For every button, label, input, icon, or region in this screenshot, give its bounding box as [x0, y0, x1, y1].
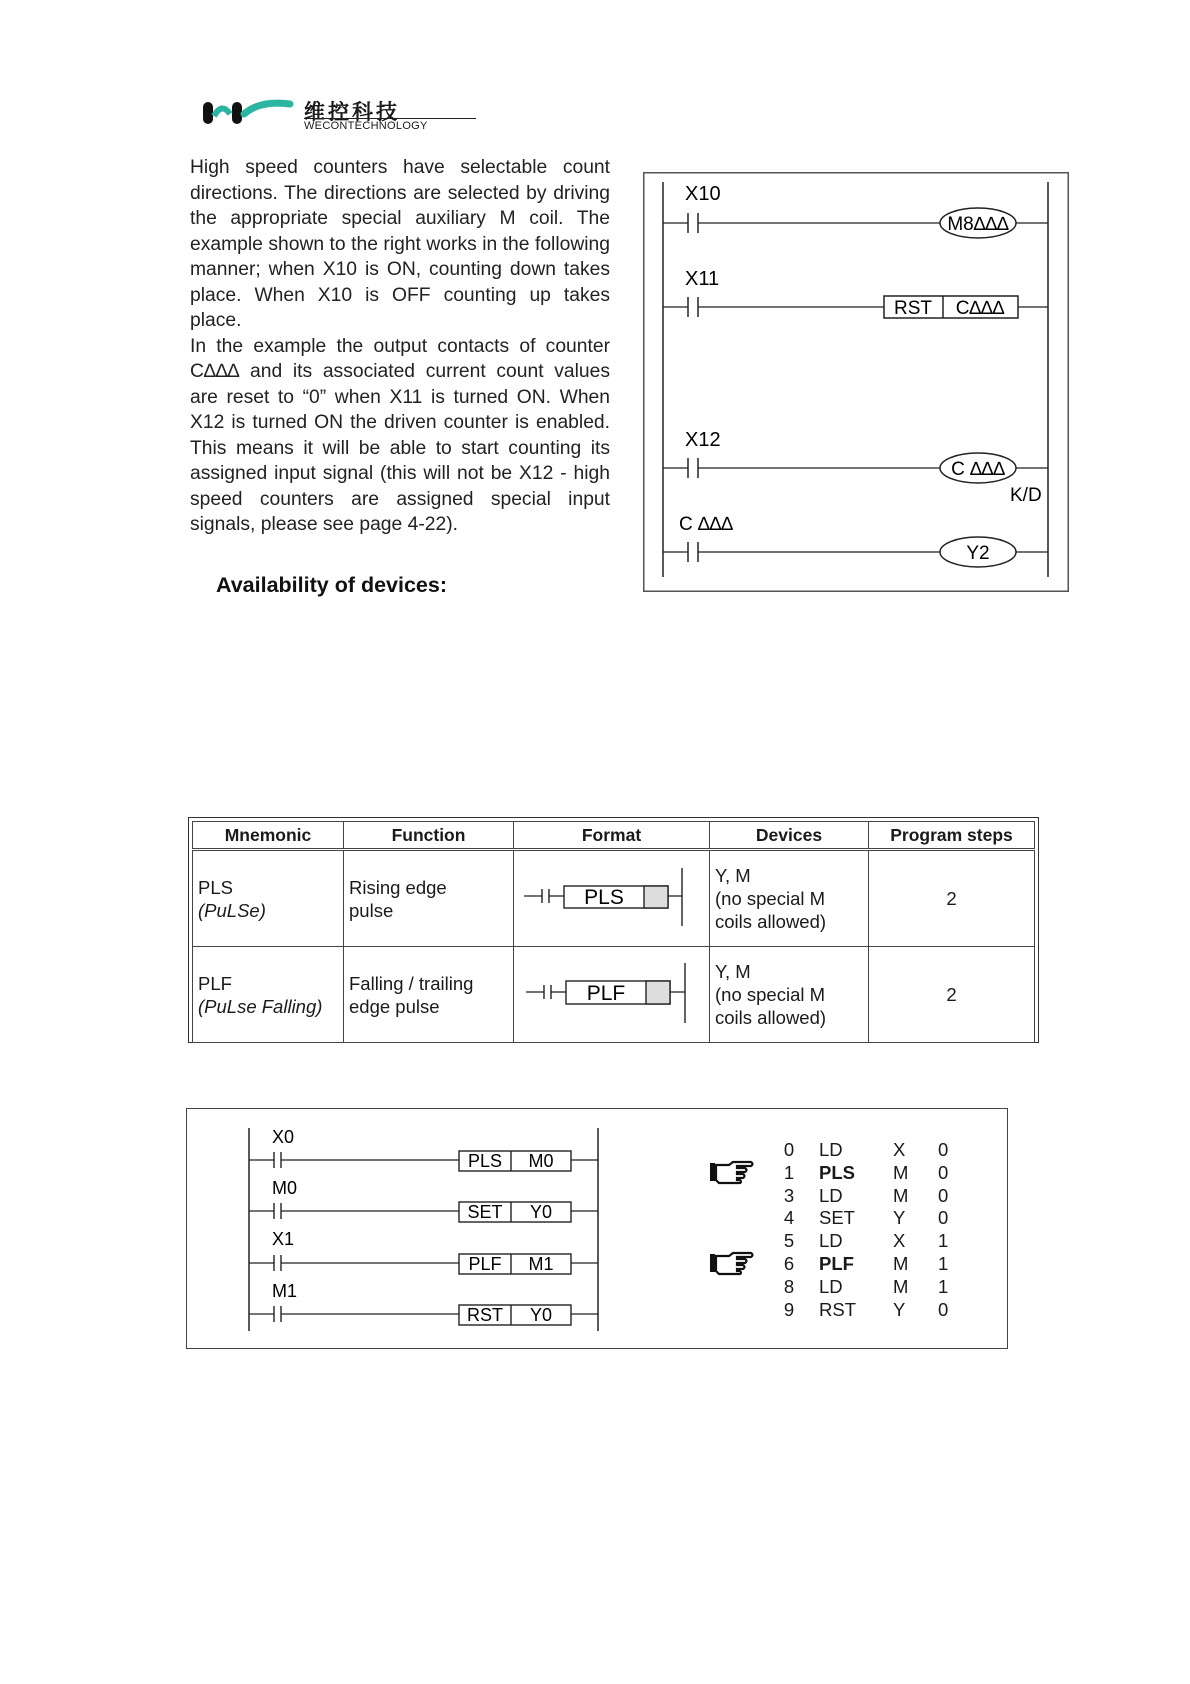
devices-line: coils allowed) [715, 1007, 827, 1028]
instruction-op: LD [819, 1139, 843, 1160]
instruction-device-number: 0 [938, 1298, 949, 1320]
mnemonic-cell [193, 850, 344, 947]
instruction-device: X [893, 1230, 906, 1252]
devices-cell [710, 850, 869, 947]
format-cell [514, 947, 710, 1043]
table-header-row [193, 822, 1035, 850]
pls-format-label: PLS [584, 886, 624, 909]
table-row [193, 850, 1035, 947]
step-number: 6 [783, 1252, 795, 1274]
rung-instr-label: RST [467, 1305, 503, 1325]
steps-cell: 2 [869, 947, 1035, 1043]
rung-device-label: Y0 [529, 1202, 553, 1222]
example-ladder-diagram [239, 1123, 609, 1338]
rung-instr-label: PLF [468, 1254, 502, 1274]
instruction-device-number: 0 [938, 1207, 949, 1229]
instruction-device-number: 1 [938, 1275, 949, 1297]
plf-format-label: PLF [586, 982, 626, 1005]
instruction-device: M [893, 1161, 909, 1183]
counter-ladder-diagram [643, 172, 1069, 592]
instruction-device: Y [893, 1207, 906, 1229]
rung2-contact-label: X11 [685, 268, 720, 290]
logo-mark-icon [200, 96, 300, 132]
devices-line: Y, M [715, 961, 751, 982]
rung-instr-label: SET [467, 1202, 503, 1222]
rung4-contact-label: C ∆∆∆ [679, 514, 733, 535]
intro-paragraph-1: High speed counters have selectable count directions. The directions are selected by driving the appropriate special auxiliary M coil. The example shown to the right works in the following manner; when X10 is ON, counting down takes place. When X10 is OFF counting up takes place. [190, 157, 610, 331]
step-number: 9 [783, 1298, 795, 1320]
intro-text [190, 155, 610, 538]
rung-device-label: Y0 [529, 1305, 553, 1325]
header-function: Function [344, 822, 514, 850]
instruction-op: LD [819, 1275, 843, 1297]
devices-table [188, 817, 1039, 1043]
rung-device-label: M1 [528, 1254, 554, 1274]
instruction-device: X [893, 1139, 906, 1160]
header-program-steps: Program steps [869, 822, 1035, 850]
pointing-hand-icon [707, 1159, 755, 1185]
availability-heading: Availability of devices: [216, 573, 448, 597]
pointing-hand-icon [707, 1250, 755, 1276]
rung-contact-label: X0 [272, 1127, 295, 1147]
devices-cell [710, 947, 869, 1043]
instruction-op: PLS [819, 1161, 855, 1183]
example-rung-1 [249, 1127, 598, 1171]
step-number: 8 [783, 1275, 795, 1297]
steps-cell: 2 [869, 850, 1035, 947]
rung2-rst-label: RST [894, 298, 932, 319]
instruction-op: PLF [819, 1252, 854, 1274]
step-number: 0 [783, 1139, 795, 1160]
rung-2 [663, 268, 1048, 319]
function-cell [344, 947, 514, 1043]
instruction-op: RST [819, 1298, 856, 1320]
rung-contact-label: M0 [272, 1178, 298, 1198]
table-row [193, 947, 1035, 1043]
rung-4 [663, 514, 1048, 567]
instruction-device-number: 0 [938, 1139, 949, 1160]
pls-plf-example [186, 1108, 1008, 1349]
header-devices: Devices [710, 822, 869, 850]
step-number: 3 [783, 1184, 795, 1206]
mnemonic-full: (PuLSe) [198, 899, 266, 921]
header-format: Format [514, 822, 710, 850]
logo-underline [304, 118, 476, 119]
rung-1 [663, 183, 1048, 238]
devices-line: coils allowed) [715, 911, 827, 932]
company-logo [200, 96, 480, 132]
devices-line: Y, M [715, 865, 751, 886]
mnemonic-full: (PuLse Falling) [198, 995, 323, 1017]
rung1-coil-label: M8∆∆∆ [947, 214, 1009, 235]
logo-chinese-text: 维控科技 [304, 100, 400, 124]
rung-3 [663, 429, 1048, 506]
example-rung-2 [249, 1178, 598, 1222]
rung3-coil-label: C ∆∆∆ [951, 459, 1005, 480]
example-rung-3 [249, 1229, 598, 1274]
mnemonic-cell [193, 947, 344, 1043]
instruction-device: M [893, 1184, 909, 1206]
function-line: edge pulse [349, 995, 440, 1017]
instruction-device-number: 0 [938, 1161, 949, 1183]
rung-instr-label: PLS [467, 1151, 503, 1171]
instruction-device: M [893, 1275, 909, 1297]
function-line: pulse [349, 899, 394, 921]
example-rung-4 [249, 1281, 598, 1325]
logo-english-text: WECONTECHNOLOGY [304, 120, 428, 132]
header-mnemonic: Mnemonic [193, 822, 344, 850]
rung-contact-label: X1 [272, 1229, 295, 1249]
step-number: 1 [783, 1161, 795, 1183]
step-number: 4 [783, 1207, 795, 1229]
instruction-device-number: 1 [938, 1252, 949, 1274]
mnemonic: PLS [198, 876, 233, 898]
function-line: Rising edge [349, 876, 447, 898]
step-number: 5 [783, 1230, 795, 1252]
function-cell [344, 850, 514, 947]
function-line: Falling / trailing [349, 972, 474, 994]
plf-format-diagram [514, 947, 709, 1037]
rung-contact-label: M1 [272, 1281, 298, 1301]
format-cell [514, 850, 710, 947]
instruction-device-number: 1 [938, 1230, 949, 1252]
rung-device-label: M0 [528, 1151, 554, 1171]
rung4-coil-label: Y2 [966, 543, 990, 564]
devices-line: (no special M [715, 888, 826, 909]
instruction-op: SET [819, 1207, 855, 1229]
rung1-contact-label: X10 [685, 183, 721, 205]
rung2-target-label: C∆∆∆ [955, 298, 1005, 319]
mnemonic: PLF [198, 972, 232, 994]
devices-line: (no special M [715, 984, 826, 1005]
intro-paragraph-2: In the example the output contacts of counter C∆∆∆ and its associated current count values are reset to “0” when X11 is turned ON. When X12 is turned ON the driven counter is enabled. This means it will be able to start counting its assigned input signal (this will not be X12 - high speed counters are assigned special input signals, please see page 4-22). [190, 335, 610, 535]
rung3-contact-label: X12 [685, 429, 721, 451]
instruction-op: LD [819, 1230, 843, 1252]
instruction-device: Y [893, 1298, 906, 1320]
instruction-device-number: 0 [938, 1184, 949, 1206]
rung3-constant-label: K/D [1010, 485, 1042, 506]
instruction-device: M [893, 1252, 909, 1274]
instruction-op: LD [819, 1184, 843, 1206]
pls-format-diagram [514, 851, 709, 941]
